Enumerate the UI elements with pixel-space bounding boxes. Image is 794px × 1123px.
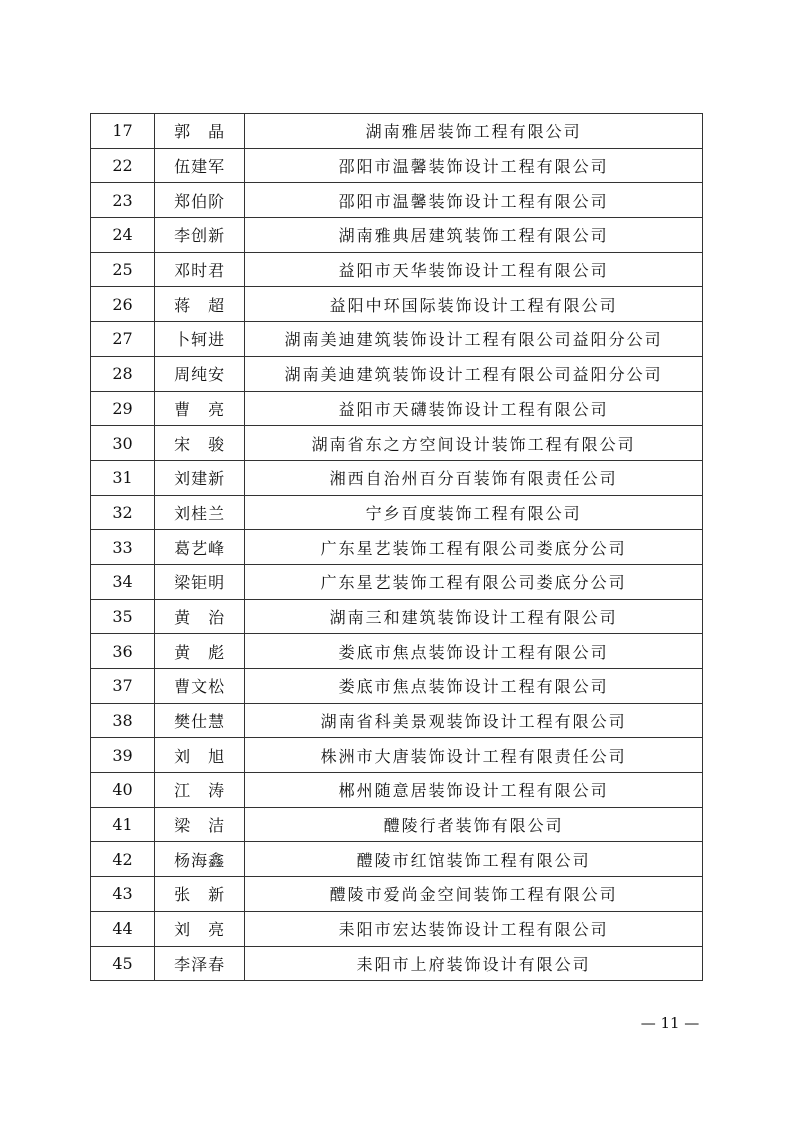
row-number: 36 — [91, 634, 155, 669]
table-row — [91, 564, 703, 599]
company-name: 湘西自治州百分百装饰有限责任公司 — [245, 460, 703, 495]
person-name: 梁钜明 — [155, 564, 245, 599]
person-name: 樊仕慧 — [155, 703, 245, 738]
company-table-body — [91, 114, 703, 981]
person-name: 邓时君 — [155, 252, 245, 287]
person-name: 李泽春 — [155, 946, 245, 981]
person-name: 黄 彪 — [155, 634, 245, 669]
row-number: 33 — [91, 530, 155, 565]
table-row — [91, 738, 703, 773]
company-name: 湖南省东之方空间设计装饰工程有限公司 — [245, 426, 703, 461]
company-name: 醴陵市红馆装饰工程有限公司 — [245, 842, 703, 877]
person-name: 刘 亮 — [155, 911, 245, 946]
row-number: 24 — [91, 218, 155, 253]
page-number: — 11 — — [640, 1014, 700, 1032]
company-name: 广东星艺装饰工程有限公司娄底分公司 — [245, 530, 703, 565]
person-name: 郑伯阶 — [155, 183, 245, 218]
company-name: 湖南美迪建筑装饰设计工程有限公司益阳分公司 — [245, 356, 703, 391]
row-number: 35 — [91, 599, 155, 634]
company-name: 湖南三和建筑装饰设计工程有限公司 — [245, 599, 703, 634]
row-number: 34 — [91, 564, 155, 599]
company-name: 益阳中环国际装饰设计工程有限公司 — [245, 287, 703, 322]
table-row — [91, 530, 703, 565]
row-number: 39 — [91, 738, 155, 773]
row-number: 44 — [91, 911, 155, 946]
table-row — [91, 773, 703, 808]
company-name: 娄底市焦点装饰设计工程有限公司 — [245, 634, 703, 669]
company-name: 湖南省科美景观装饰设计工程有限公司 — [245, 703, 703, 738]
person-name: 曹 亮 — [155, 391, 245, 426]
table-row — [91, 634, 703, 669]
row-number: 30 — [91, 426, 155, 461]
company-name: 耒阳市上府装饰设计有限公司 — [245, 946, 703, 981]
row-number: 43 — [91, 877, 155, 912]
table-row — [91, 842, 703, 877]
company-name: 邵阳市温馨装饰设计工程有限公司 — [245, 183, 703, 218]
table-row — [91, 287, 703, 322]
person-name: 刘 旭 — [155, 738, 245, 773]
table-row — [91, 495, 703, 530]
person-name: 葛艺峰 — [155, 530, 245, 565]
row-number: 23 — [91, 183, 155, 218]
company-name: 益阳市天礴装饰设计工程有限公司 — [245, 391, 703, 426]
row-number: 17 — [91, 114, 155, 149]
row-number: 26 — [91, 287, 155, 322]
person-name: 黄 治 — [155, 599, 245, 634]
company-name: 益阳市天华装饰设计工程有限公司 — [245, 252, 703, 287]
row-number: 40 — [91, 773, 155, 808]
company-name: 湖南雅居装饰工程有限公司 — [245, 114, 703, 149]
table-row — [91, 252, 703, 287]
row-number: 37 — [91, 669, 155, 704]
company-name: 湖南雅典居建筑装饰工程有限公司 — [245, 218, 703, 253]
table-row — [91, 807, 703, 842]
company-name: 邵阳市温馨装饰设计工程有限公司 — [245, 148, 703, 183]
row-number: 41 — [91, 807, 155, 842]
row-number: 42 — [91, 842, 155, 877]
person-name: 伍建军 — [155, 148, 245, 183]
person-name: 刘桂兰 — [155, 495, 245, 530]
person-name: 张 新 — [155, 877, 245, 912]
table-row — [91, 391, 703, 426]
table-row — [91, 703, 703, 738]
table-row — [91, 460, 703, 495]
company-name: 广东星艺装饰工程有限公司娄底分公司 — [245, 564, 703, 599]
company-name: 宁乡百度装饰工程有限公司 — [245, 495, 703, 530]
person-name: 刘建新 — [155, 460, 245, 495]
row-number: 32 — [91, 495, 155, 530]
table-row — [91, 911, 703, 946]
row-number: 31 — [91, 460, 155, 495]
company-name: 娄底市焦点装饰设计工程有限公司 — [245, 669, 703, 704]
table-row — [91, 599, 703, 634]
row-number: 45 — [91, 946, 155, 981]
person-name: 江 涛 — [155, 773, 245, 808]
company-name: 郴州随意居装饰设计工程有限公司 — [245, 773, 703, 808]
company-name: 醴陵行者装饰有限公司 — [245, 807, 703, 842]
row-number: 25 — [91, 252, 155, 287]
table-row — [91, 114, 703, 149]
table-row — [91, 183, 703, 218]
company-name: 耒阳市宏达装饰设计工程有限公司 — [245, 911, 703, 946]
company-name: 株洲市大唐装饰设计工程有限责任公司 — [245, 738, 703, 773]
row-number: 29 — [91, 391, 155, 426]
row-number: 28 — [91, 356, 155, 391]
row-number: 22 — [91, 148, 155, 183]
table-row — [91, 946, 703, 981]
person-name: 杨海鑫 — [155, 842, 245, 877]
table-row — [91, 426, 703, 461]
table-row — [91, 218, 703, 253]
company-name: 湖南美迪建筑装饰设计工程有限公司益阳分公司 — [245, 322, 703, 357]
person-name: 蒋 超 — [155, 287, 245, 322]
person-name: 郭 晶 — [155, 114, 245, 149]
company-name: 醴陵市爱尚金空间装饰工程有限公司 — [245, 877, 703, 912]
table-row — [91, 148, 703, 183]
table-row — [91, 356, 703, 391]
company-table — [90, 113, 703, 981]
person-name: 梁 洁 — [155, 807, 245, 842]
table-row — [91, 669, 703, 704]
person-name: 曹文松 — [155, 669, 245, 704]
person-name: 宋 骏 — [155, 426, 245, 461]
table-row — [91, 877, 703, 912]
row-number: 38 — [91, 703, 155, 738]
table-row — [91, 322, 703, 357]
person-name: 李创新 — [155, 218, 245, 253]
person-name: 周纯安 — [155, 356, 245, 391]
row-number: 27 — [91, 322, 155, 357]
person-name: 卜轲进 — [155, 322, 245, 357]
